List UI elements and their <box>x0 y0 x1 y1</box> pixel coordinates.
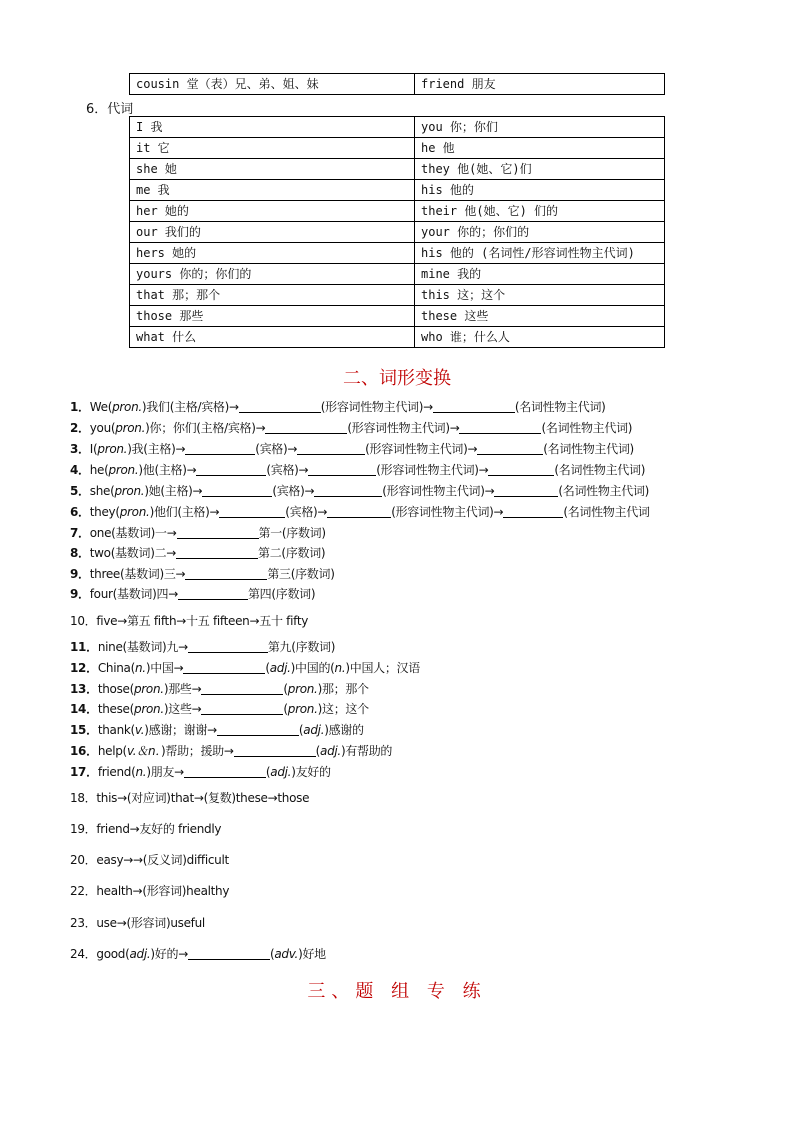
table-cell: I 我 <box>130 117 415 138</box>
answer-blank[interactable] <box>327 505 391 518</box>
answer-blank[interactable] <box>297 442 365 455</box>
exercise-item: 23．use→(形容词)useful <box>70 916 205 930</box>
table-cell: yours 你的；你们的 <box>130 264 415 285</box>
exercise-item: 11．nine(基数词)九→ 第九(序数词) <box>70 640 336 654</box>
exercise-item: 7．one(基数词)一→ 第一(序数词) <box>70 526 326 540</box>
table-cell: mine 我的 <box>415 264 665 285</box>
table-row <box>130 285 665 306</box>
exercise-item: 13．those(pron.)那些→ (pron.)那；那个 <box>70 682 369 696</box>
table-cell: this 这；这个 <box>415 285 665 306</box>
table-row <box>130 306 665 327</box>
table-cell: what 什么 <box>130 327 415 348</box>
answer-blank[interactable] <box>459 421 541 434</box>
answer-blank[interactable] <box>265 421 347 434</box>
vocab-table-top <box>129 73 665 95</box>
table-row <box>130 201 665 222</box>
exercise-item: 8．two(基数词)二→ 第二(序数词) <box>70 546 326 560</box>
table-cell: that 那；那个 <box>130 285 415 306</box>
exercise-item: 17．friend(n.)朋友→ (adj.)友好的 <box>70 765 331 779</box>
exercise-item: 22．health→(形容词)healthy <box>70 884 230 898</box>
answer-blank[interactable] <box>196 463 266 476</box>
answer-blank[interactable] <box>201 682 283 695</box>
pronoun-table <box>129 116 665 348</box>
exercise-item: 10．five→第五 fifth→十五 fifteen→五十 fifty <box>70 614 309 628</box>
table-cell: me 我 <box>130 180 415 201</box>
table-row <box>130 243 665 264</box>
answer-blank[interactable] <box>177 526 259 539</box>
table-row <box>130 159 665 180</box>
table-cell: she 她 <box>130 159 415 180</box>
exercise-item: 14．these(pron.)这些→ (pron.)这；这个 <box>70 702 369 716</box>
table-cell: it 它 <box>130 138 415 159</box>
table-cell: her 她的 <box>130 201 415 222</box>
table-row <box>130 222 665 243</box>
exercise-item: 6．they(pron.)他们(主格)→ (宾格)→ (形容词性物主代词)→ (名词性物主代词 <box>70 505 650 519</box>
exercise-item: 5．she(pron.)她(主格)→ (宾格)→ (形容词性物主代词)→ (名词性物主代词) <box>70 484 650 498</box>
answer-blank[interactable] <box>183 661 265 674</box>
table-cell: your 你的；你们的 <box>415 222 665 243</box>
answer-blank[interactable] <box>185 442 255 455</box>
table-row <box>130 327 665 348</box>
exercise-item: 18．this→(对应词)that→(复数)these→those <box>70 791 310 805</box>
table-row <box>130 74 665 95</box>
exercise-item: 2．you(pron.)你；你们(主格/宾格)→ (形容词性物主代词)→ (名词性物主代词) <box>70 421 633 435</box>
table-row <box>130 117 665 138</box>
answer-blank[interactable] <box>217 723 299 736</box>
answer-blank[interactable] <box>185 567 267 580</box>
answer-blank[interactable] <box>176 546 258 559</box>
answer-blank[interactable] <box>503 505 563 518</box>
exercise-item: 12．China(n.)中国→ (adj.)中国的(n.)中国人；汉语 <box>70 661 420 675</box>
answer-blank[interactable] <box>308 463 376 476</box>
table-cell: he 他 <box>415 138 665 159</box>
table-row <box>130 180 665 201</box>
answer-blank[interactable] <box>188 947 270 960</box>
exercise-item: 9．three(基数词)三→ 第三(序数词) <box>70 567 335 581</box>
exercise-item: 20．easy→→(反义词)difficult <box>70 853 229 867</box>
table-cell: hers 她的 <box>130 243 415 264</box>
answer-blank[interactable] <box>188 640 268 653</box>
answer-blank[interactable] <box>234 744 316 757</box>
section-title-practice: 三、题 组 专 练 <box>307 981 487 1002</box>
answer-blank[interactable] <box>239 400 321 413</box>
table-cell: who 谁；什么人 <box>415 327 665 348</box>
table-cell: friend 朋友 <box>415 74 665 95</box>
exercise-item: 4．he(pron.)他(主格)→ (宾格)→ (形容词性物主代词)→ (名词性物主代词) <box>70 463 646 477</box>
table-cell: our 我们的 <box>130 222 415 243</box>
answer-blank[interactable] <box>494 484 558 497</box>
exercise-item: 16．help(v.＆n．)帮助；援助→ (adj.)有帮助的 <box>70 744 393 758</box>
answer-blank[interactable] <box>178 587 248 600</box>
table-cell: they 他(她、它)们 <box>415 159 665 180</box>
table-cell: cousin 堂（表）兄、弟、姐、妹 <box>130 74 415 95</box>
table-cell: their 他(她、它) 们的 <box>415 201 665 222</box>
answer-blank[interactable] <box>433 400 515 413</box>
exercise-item: 15．thank(v.)感谢；谢谢→ (adj.)感谢的 <box>70 723 364 737</box>
table-cell: these 这些 <box>415 306 665 327</box>
table-cell: those 那些 <box>130 306 415 327</box>
table-cell: you 你；你们 <box>415 117 665 138</box>
answer-blank[interactable] <box>184 765 266 778</box>
exercise-item: 9．four(基数词)四→ 第四(序数词) <box>70 587 316 601</box>
exercise-item: 19．friend→友好的 friendly <box>70 822 222 836</box>
exercise-item: 1．We(pron.)我们(主格/宾格)→ (形容词性物主代词)→ (名词性物主代词) <box>70 400 606 414</box>
exercise-item: 3．I(pron.)我(主格)→ (宾格)→ (形容词性物主代词)→ (名词性物主代词) <box>70 442 634 456</box>
answer-blank[interactable] <box>488 463 554 476</box>
answer-blank[interactable] <box>219 505 285 518</box>
section-title-word-forms: 二、词形变换 <box>343 368 451 389</box>
answer-blank[interactable] <box>202 484 272 497</box>
table-row <box>130 264 665 285</box>
pronoun-heading: 6．代词 <box>86 102 134 117</box>
answer-blank[interactable] <box>314 484 382 497</box>
answer-blank[interactable] <box>201 702 283 715</box>
table-cell: his 他的 <box>415 180 665 201</box>
table-cell: his 他的 (名词性/形容词性物主代词) <box>415 243 665 264</box>
table-row <box>130 138 665 159</box>
answer-blank[interactable] <box>477 442 543 455</box>
exercise-item: 24．good(adj.)好的→ (adv.)好地 <box>70 947 326 961</box>
